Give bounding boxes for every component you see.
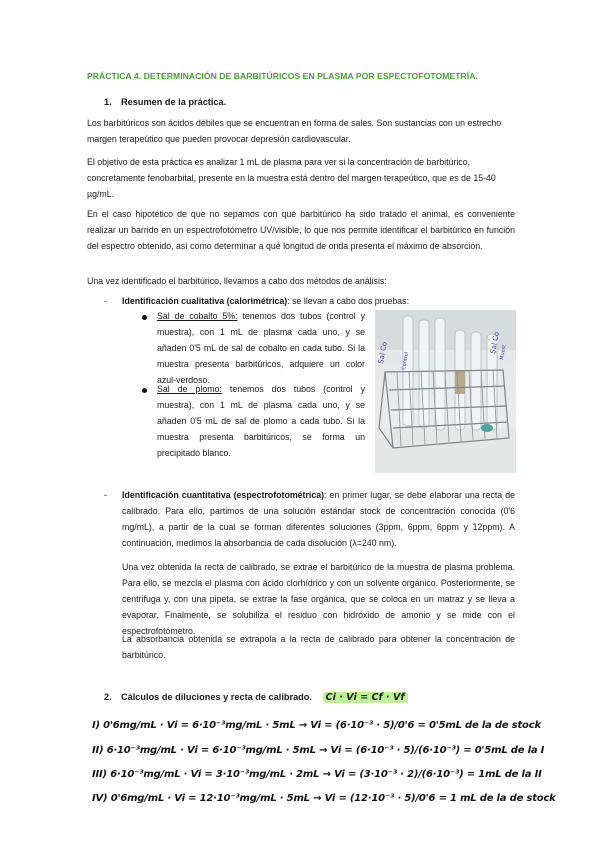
section-2-title: Cálculos de diluciones y recta de calibrado. <box>121 692 312 702</box>
quantitative-paragraph <box>122 487 515 551</box>
photo-label-tube: Control <box>401 351 411 371</box>
photo-drawing <box>375 310 516 473</box>
cobalt-name: Sal de cobalto 5%: <box>157 311 238 321</box>
bullet-dot <box>142 388 147 393</box>
quantitative-extrapolation: La absorbancia obtenida se extrapola a la recta de calibrado para obtener la concentración de barbitúrico. <box>122 634 515 660</box>
paragraph-methods-intro: Una vez identificado el barbitúrico, llevamos a cabo dos métodos de análisis: <box>87 276 387 286</box>
lead-item <box>157 381 365 461</box>
cobalt-item <box>157 308 365 388</box>
bullet-dot <box>142 315 147 320</box>
lead-text: tenemos dos tubos (control y muestra), con 1 mL de plasma cada uno, y se añaden 0'5 mL de sal de plomo a cada tubo. Si la muestra presenta barbitúricos, se forma un precipitado blanco. <box>157 384 365 458</box>
dilution-formula: Ci · Vi = Cf · Vf <box>323 692 408 703</box>
handwritten-calculation-1: I) 0'6mg/mL · Vi = 6·10⁻³mg/mL · 5mL → Vi = (6·10⁻³ · 5)/0'6 = 0'5mL de la de stock <box>92 720 541 731</box>
lead-name: Sal de plomo: <box>157 384 222 394</box>
quantitative-text-1: : en primer lugar, se debe elaborar una recta de calibrado. Para ello, partimos de una solución estándar stock de concentración conocida (0'6 mg/mL), a partir de la cual se forman diferentes soluciones (3ppm, 6ppm, 6ppm y 12ppm). A continuación, medimos la absorbancia de cada disolución (λ=240 nm). <box>122 490 515 548</box>
handwritten-calculation-3: III) 6·10⁻³mg/mL · Vi = 3·10⁻³mg/mL · 2mL → Vi = (3·10⁻³ · 2)/(6·10⁻³) = 1mL de la II <box>92 769 542 780</box>
handwritten-calculation-2: II) 6·10⁻³mg/mL · Vi = 6·10⁻³mg/mL · 5mL → Vi = (6·10⁻³ · 5)/(6·10⁻³) = 0'5mL de la I <box>92 745 545 756</box>
section-1-title: Resumen de la práctica. <box>121 97 227 107</box>
paragraph-hypothetical: En el caso hipotético de que no sepamos con qué barbitúrico ha sido tratado el animal, es conveniente realizar un barrido en un espectrofotómetro UV/visible, lo que nos permite identificar el barbitúrico en función del espectro obtenido, así como determinar a qué longitud de onda presenta el máximo de absorción. <box>87 209 515 251</box>
bullet-dash: - <box>104 490 107 500</box>
section-2-heading <box>104 692 408 703</box>
photo-label-tube: Muest <box>499 344 508 361</box>
bullet-dash: - <box>104 296 107 306</box>
qualitative-label: Identificación cualitativa (calorimétrica) <box>122 296 288 306</box>
cobalt-text: tenemos dos tubos (control y muestra), con 1 mL de plasma cada uno, y se añaden 0'5 mL de sal de cobalto en cada tubo. Si la muestra presenta barbitúricos, adquiere un color azul-verdoso. <box>157 311 365 385</box>
paragraph-objective: El objetivo de esta práctica es analizar 1 mL de plasma para ver si la concentración de barbitúrico, concretamente fenobarbital, presente en la muestra está dentro del margen terapeútico, que es de 15-40 µg/mL. <box>87 157 496 199</box>
quantitative-extraction: Una vez obtenida la recta de calibrado, se extrae el barbitúrico de la muestra de plasma problema. Para ello, se mezcla el plasma con ácido clorhídrico y con un solvente orgánico. Posteriormente, se centrifuga y, con una pipeta, se extrae la fase orgánica, que se coloca en un matraz y se lleva a evaporar. Finalmente, se solubiliza el residuo con hidróxido de amonio y se mide con el espectrofotómetro. <box>122 562 515 636</box>
photo-label-right: Sal Co <box>489 331 501 355</box>
section-1-number: 1. <box>104 97 112 107</box>
qualitative-heading <box>122 293 522 309</box>
section-1-heading <box>104 97 226 107</box>
page-title: PRÁCTICA 4. DETERMINACIÓN DE BARBITÚRICOS EN PLASMA POR ESPECTOFOTOMETRÍA. <box>87 71 478 81</box>
photo-label-left: Sal Co <box>377 341 389 365</box>
test-tube-rack-photo <box>375 310 516 473</box>
quantitative-label: Identificación cuantitativa (espectrofotométrica) <box>122 490 325 500</box>
paragraph-intro: Los barbitúricos son ácidos débiles que se encuentran en forma de sales. Son sustancias con un estrecho margen terapeútico que pueden provocar depresión cardiovascular. <box>87 118 502 144</box>
handwritten-calculation-4: IV) 0'6mg/mL · Vi = 12·10⁻³mg/mL · 5mL → Vi = (12·10⁻³ · 5)/0'6 = 1 mL de la de stock <box>92 793 556 804</box>
qualitative-rest: : se llevan a cabo dos pruebas: <box>287 296 410 306</box>
section-2-number: 2. <box>104 692 112 702</box>
